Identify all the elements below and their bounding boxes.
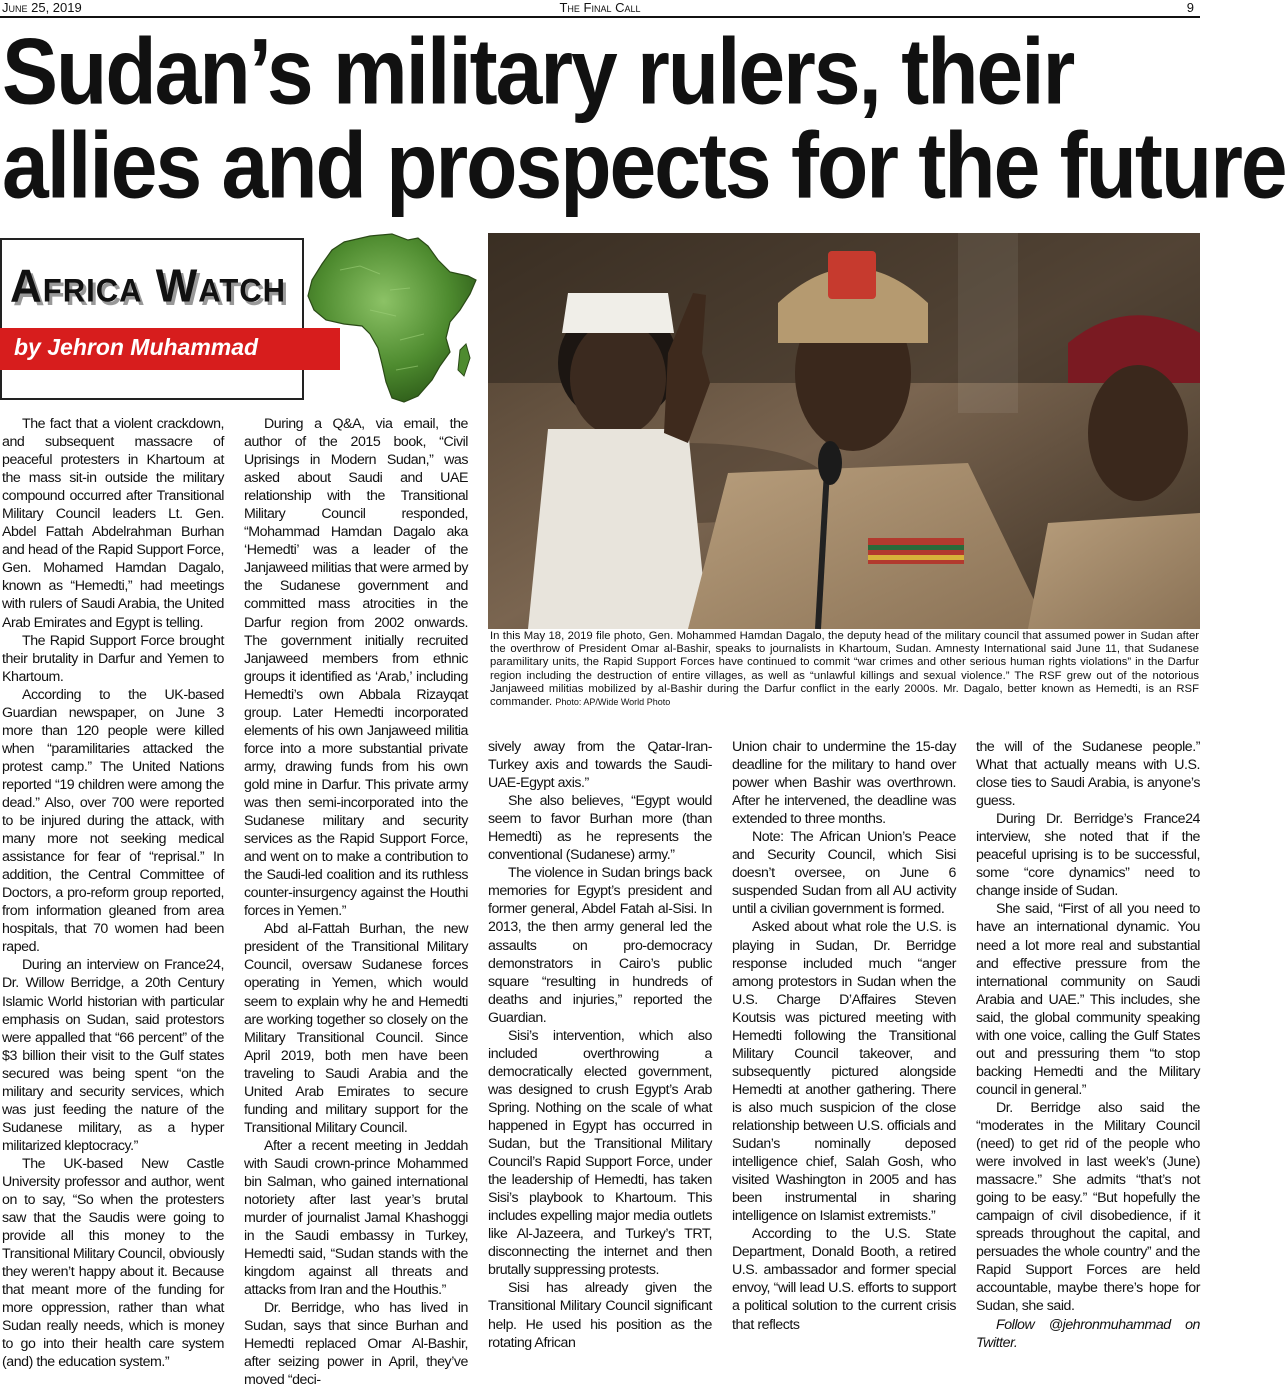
paragraph: The UK-based New Castle University professor and author, went on to say, “So when the protesters saw that the Saudis were going to provide all this money to the Transitional Military Council, obviously they weren’t happy about it. Because that meant more of the funding for more oppression, rather than what Sudan really needs, which is money to go into their health care system (and) the education system.”: [2, 1155, 224, 1371]
paragraph: The fact that a violent crackdown, and subsequent massacre of peaceful protesters in Khartoum at the mass sit-in outside the military compound occurred after Transitional Military Council leaders Lt. Gen. Abdel Fattah Abdelrahman Burhan and head of the Rapid Support Force, Gen. Mohamed Hamdan Dagalo, known as “Hemedti,” had meetings with rulers of Saudi Arabia, the United Arab Emirates and Egypt is telling.: [2, 416, 224, 631]
paragraph: Union chair to undermine the 15-day deadline for the military to hand over power when Bashir was overthrown. After he intervened, the deadline was extended to three months.: [732, 739, 956, 828]
paragraph: Asked about what role the U.S. is playing in Sudan, Dr. Berridge response included much “anger among protestors in Sudan when the U.S. Charge D’Affaires Steven Koutsis was pictured meeting with Hemedti following the Transitional Military Council takeover, and subsequently pictured alongside Hemedti at another gathering. There is also much suspicion of the close relationship between U.S. officials and Sudan’s nominally deposed intelligence chief, Salah Gosh, who visited Washington in 2005 and has been instrumental in sharing intelligence on Islamist extremists.”: [732, 919, 956, 1225]
article-column-1: [2, 415, 224, 1371]
paragraph: Sisi has already given the Transitional Military Council significant help. He used his position as the rotating African: [488, 1280, 712, 1351]
article-column-2: [244, 415, 468, 1389]
page-folio: [0, 0, 1200, 16]
paragraph: Sisi’s intervention, which also included overthrowing a democratically elected government, was designed to crush Egypt’s Arab Spring. Nothing on the scale of what happened in Egypt has occurred in Sudan, but the Transitional Military Council’s Rapid Support Force, under the leadership of Hemedti, has taken Sisi’s playbook to Khartoum. This includes expelling major media outlets like Al-Jazeera, and Turkey’s TRT, disconnecting the internet and then brutally suppressing protests.: [488, 1027, 712, 1279]
paragraph: The Rapid Support Force brought their brutality in Darfur and Yemen to Khartoum.: [2, 632, 224, 685]
paragraph: During an interview on France24, Dr. Willow Berridge, a 20th Century Islamic World historian with particular emphasis on Sudan, said protestors were appalled that “66 percent” of the $3 billion their visit to the Gulf states secured was being spent “on the military and security services, which was just feeding the nature of the Sudanese military, as a hyper militarized kleptocracy.”: [2, 957, 224, 1154]
paragraph: Dr. Berridge, who has lived in Sudan, says that since Burhan and Hemedti replaced Omar Al-Bashir, after seizing power in April, they’ve moved “deci-: [244, 1300, 468, 1389]
paragraph: Note: The African Union’s Peace and Security Council, which Sisi doesn’t oversee, on June 6 suspended Sudan from all AU activity until a civilian government is formed.: [732, 829, 956, 918]
paragraph: During Dr. Berridge’s France24 interview, she noted that if the peaceful uprising is to be successful, some “core dynamics” need to change inside of Sudan.: [976, 811, 1200, 900]
article-column-4: [732, 738, 956, 1333]
page-number: 9: [1186, 0, 1194, 15]
paragraph: Abd al-Fattah Burhan, the new president of the Transitional Military Council, oversaw Sudanese forces operating in Yemen, which would seem to explain why he and Hemedti are working together so closely on the Military Transitional Council. Since April 2019, both men have been traveling to Saudi Arabia and the United Arab Emirates to secure funding and military support for the Transitional Military Council.: [244, 921, 468, 1136]
publication-name: The Final Call: [559, 0, 641, 15]
photo-caption: [490, 630, 1199, 709]
article-column-3: [488, 738, 712, 1351]
news-photo: [488, 233, 1200, 629]
photo-credit: Photo: AP/Wide World Photo: [555, 697, 671, 708]
paragraph: The violence in Sudan brings back memories for Egypt’s president and former general, Abdel Fatah al-Sisi. In 2013, the then army general led the assaults on pro-democracy demonstrators in Cairo’s public square “resulting in hundreds of deaths and injuries,” reported the Guardian.: [488, 865, 712, 1026]
issue-date: June 25, 2019: [2, 0, 82, 15]
paragraph: the will of the Sudanese people.” What that actually means with U.S. close ties to Saudi Arabia, is anyone’s guess.: [976, 739, 1200, 810]
author-signoff: Follow @jehronmuhammad on Twitter.: [976, 1316, 1200, 1351]
column-title: Africa Watch: [10, 260, 287, 313]
paragraph: Dr. Berridge also said the “moderates in the Military Council (need) to get rid of the people who were involved in last week’s (June) massacre.” She admits “that’s not going to be easy.” “But hopefully the campaign of civil disobedience, if it spreads throughout the capital, and persuades the whole country” and the Rapid Support Forces are held accountable, maybe there’s hope for Sudan, she said.: [976, 1099, 1200, 1315]
article-column-5: [976, 738, 1200, 1351]
paragraph: She said, “First of all you need to have an international dynamic. You need a lot more real and substantial and effective pressure from the international community on Saudi Arabia and UAE.” This includes, she said, the global community speaking with one voice, calling the Gulf States out and pressuring them “to stop backing Hemedti and the Military council in general.”: [976, 901, 1200, 1098]
headline-line-1: Sudan’s military rulers, their: [2, 18, 1074, 124]
paragraph: According to the UK-based Guardian newspaper, on June 3 more than 120 people were killed when “paramilitaries attacked the protest camp.” The United Nations reported “19 children were among the dead.” Also, over 700 were reported to be injured during the attack, with many more not seeking medical assistance for fear of “reprisal.” In addition, the Central Committee of Doctors, a pro-reform group reported, from information gleaned from area hospitals, that 70 women had been raped.: [2, 686, 224, 956]
byline: by Jehron Muhammad: [14, 334, 259, 360]
caption-text: In this May 18, 2019 file photo, Gen. Mohammed Hamdan Dagalo, the deputy head of the military council that assumed power in Sudan after the overthrow of President Omar al-Bashir, speaks to journalists in Khartoum, Sudan. Amnesty International said June 11, that Sudanese paramilitary units, the Rapid Support Forces have continued to commit “war crimes and other serious human rights violations” in the Darfur region including the destruction of entire villages, as well as “unlawful killings and sexual violence.” The RSF grew out of the notorious Janjaweed militias mobilized by al-Bashir during the Darfur conflict in the early 2000s. Mr. Dagalo, better known as Hemedti, is an RSF commander.: [490, 630, 1199, 709]
paragraph: According to the U.S. State Department, Donald Booth, a retired U.S. ambassador and former special envoy, “will lead U.S. efforts to support a political solution to the current crisis that reflects: [732, 1226, 956, 1333]
paragraph: sively away from the Qatar-Iran-Turkey axis and towards the Saudi-UAE-Egypt axis.”: [488, 739, 712, 792]
column-banner: [0, 230, 485, 412]
paragraph: After a recent meeting in Jeddah with Saudi crown-prince Mohammed bin Salman, who gained international notoriety after last year’s brutal murder of journalist Jamal Khashoggi in the Saudi embassy in Turkey, Hemedti said, “Sudan stands with the kingdom against all threats and attacks from Iran and the Houthis.”: [244, 1137, 468, 1299]
paragraph: During a Q&A, via email, the author of the 2015 book, “Civil Uprisings in Modern Sudan,” was asked about Saudi and UAE relationship with the Transitional Military Council responded, “Mohammad Hamdan Dagalo aka ‘Hemedti’ was a leader of the Janjaweed militias that were armed by the Sudanese government and committed mass atrocities in the Darfur region from 2002 onwards. The government initially recruited Janjaweed members from ethnic groups it identified as ‘Arab,’ including Hemedti’s own Abbala Rizayqat group. Later Hemedti incorporated elements of his own Janjaweed militia force into a more substantial private army, drawing funds from his own gold mine in Darfur. This private army was then semi-incorporated into the Sudanese military and security services as the Rapid Support Force, and went on to make a contribution to the Saudi-led coalition and its ruthless counter-insurgency against the Houthi forces in Yemen.”: [244, 416, 468, 920]
africa-map-icon: [300, 230, 485, 412]
paragraph: She also believes, “Egypt would seem to favor Burhan more (than Hemedti) as he represents the conventional (Sudanese) army.”: [488, 793, 712, 864]
headline-line-2: allies and prospects for the future: [2, 112, 1286, 218]
headline: [2, 18, 1286, 218]
